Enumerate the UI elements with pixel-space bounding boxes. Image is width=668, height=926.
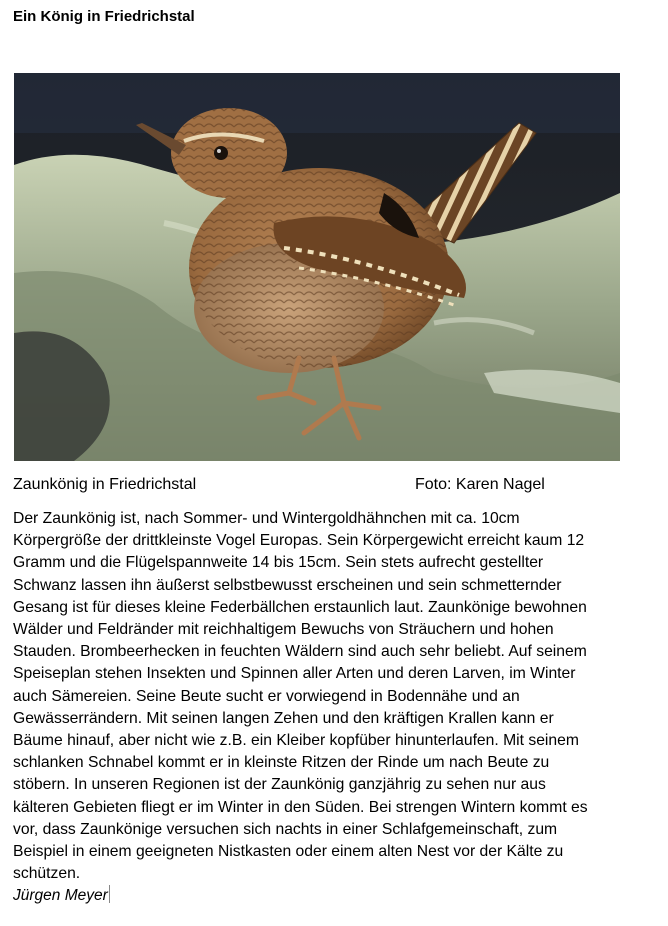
photo-credit: Foto: Karen Nagel [415,476,545,493]
body-line: Stauden. Brombeerhecken in feuchten Wäldern sind auch sehr beliebt. Auf seinem [13,643,587,661]
body-line: Wälder und Feldränder mit reichhaltigem Bewuchs von Sträuchern und hohen [13,621,554,639]
author-name: Jürgen Meyer [13,887,108,904]
photo-caption: Zaunkönig in Friedrichstal [13,476,197,493]
body-line: vor, dass Zaunkönige versuchen sich nachts in einer Schlafgemeinschaft, zum [13,820,558,838]
body-line: Beispiel in einem geeigneten Nistkasten oder einem alten Nest vor der Kälte zu [13,843,564,861]
document-title: Ein König in Friedrichstal [13,8,195,25]
body-line: kälteren Gebieten fliegt er im Winter in den Süden. Bei strengen Wintern kommt es [13,798,588,816]
body-line: Gramm und die Flügelspannweite 14 bis 15cm. Sein stets aufrecht gestellter [13,554,544,572]
body-line: Gewässerrändern. Mit seinen langen Zehen und den kräftigen Krallen kann er [13,709,554,727]
body-line: Gesang ist für dieses kleine Federbällchen erstaunlich laut. Zaunkönige bewohnen [13,598,587,616]
body-line: schlanken Schnabel kommt er in kleinste Ritzen der Rinde um nach Beute zu [13,754,550,772]
author-signature[interactable] [13,885,110,905]
wren-bird-photo [14,73,620,461]
body-line: auch Sämereien. Seine Beute sucht er vorwiegend in Bodennähe und an [13,687,520,705]
body-line: stöbern. In unseren Regionen ist der Zaunkönig ganzjährig zu sehen nur aus [13,776,546,794]
body-line: Bäume hinauf, aber nicht wie z.B. ein Kleiber kopfüber hinunterlaufen. Mit seinem [13,732,579,750]
text-cursor [109,885,110,903]
body-line: Körpergröße der drittkleinste Vogel Europas. Sein Körpergewicht erreicht kaum 12 [13,532,585,550]
body-line: schützen. [13,865,81,883]
body-line: Speiseplan stehen Insekten und Spinnen aller Arten und deren Larven, im Winter [13,665,576,683]
article-body [13,508,653,885]
body-line: Schwanz lassen ihn äußerst selbstbewusst erscheinen und sein schmetternder [13,576,562,594]
body-line: Der Zaunkönig ist, nach Sommer- und Wintergoldhähnchen mit ca. 10cm [13,510,520,527]
